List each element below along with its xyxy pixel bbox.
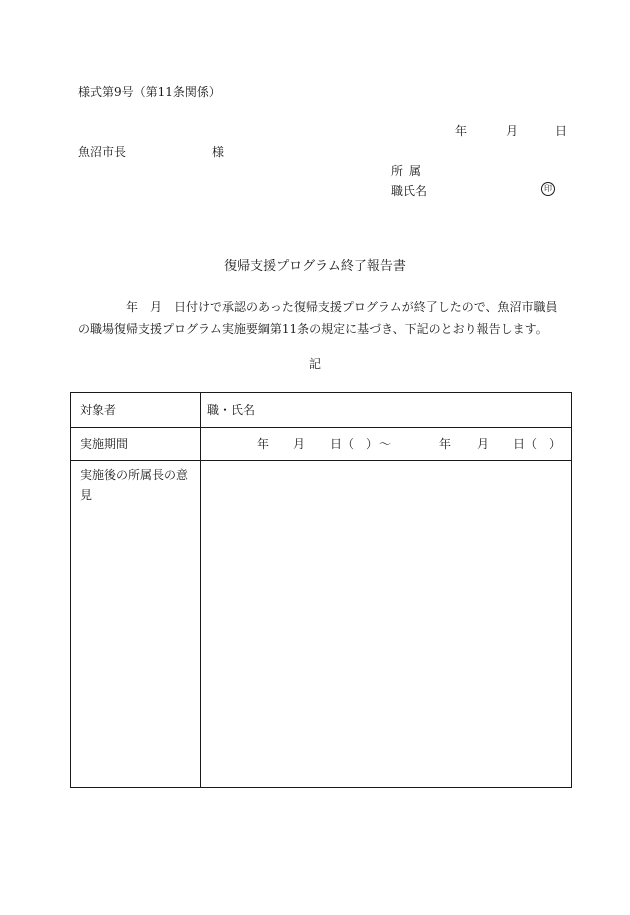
name-label: 職氏名 [391, 184, 428, 198]
date-day-label: 日 [555, 124, 568, 138]
document-title: 復帰支援プログラム終了報告書 [224, 259, 406, 274]
period-start-month[interactable]: 月 [293, 437, 306, 451]
period-start-day[interactable]: 日（ ） [330, 437, 379, 451]
opinion-label: 実施後の所属長の意見 [80, 468, 189, 502]
opinion-field[interactable] [201, 461, 571, 787]
date-month-label: 月 [506, 124, 519, 138]
table-row-divider [71, 427, 571, 428]
subject-label: 対象者 [80, 403, 117, 417]
ki-marker: 記 [308, 357, 321, 371]
period-label: 実施期間 [80, 437, 129, 451]
period-end-day[interactable]: 日（ ） [513, 437, 562, 451]
period-end-month[interactable]: 月 [477, 437, 490, 451]
honorific: 様 [212, 145, 225, 159]
affiliation-label: 所属 [391, 164, 428, 178]
subject-value-field[interactable]: 職・氏名 [207, 403, 256, 417]
report-table [70, 392, 572, 788]
seal-icon: 印 [541, 182, 555, 196]
date-year-label: 年 [455, 124, 468, 138]
addressee: 魚沼市長 [78, 145, 127, 159]
period-start-year[interactable]: 年 [257, 437, 270, 451]
document-body: 年 月 日付けで承認のあった復帰支援プログラムが終了したので、魚沼市職員の職場復帰支援プログラム実施要綱第11条の規定に基づき、下記のとおり報告します。 [78, 300, 558, 336]
period-tilde: ～ [379, 437, 392, 451]
form-number: 様式第9号（第11条関係） [78, 85, 221, 99]
period-end-year[interactable]: 年 [439, 437, 452, 451]
